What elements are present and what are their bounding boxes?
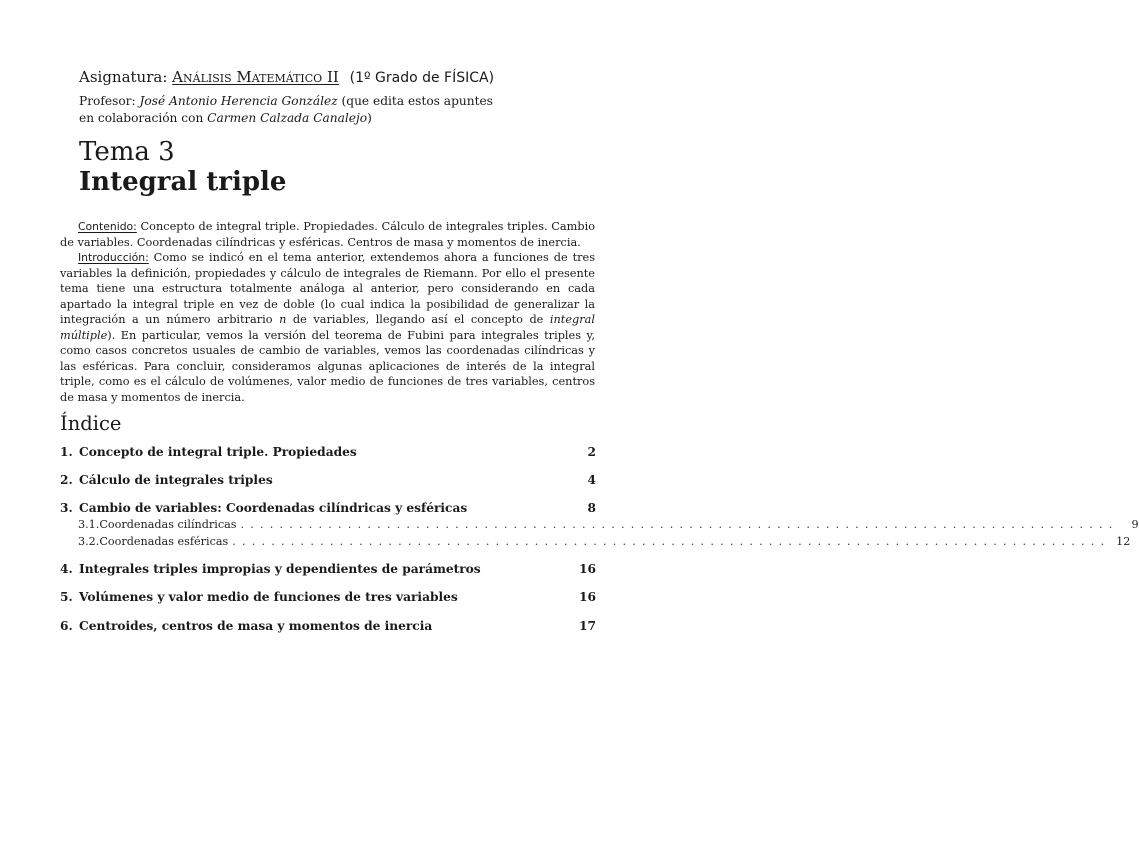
index-heading: Índice bbox=[60, 412, 122, 435]
intro-n: n bbox=[279, 313, 287, 326]
professor-name: José Antonio Herencia González bbox=[139, 94, 338, 108]
collab-close: ) bbox=[367, 111, 372, 125]
abstract bbox=[60, 219, 595, 405]
intro-text-1: Como se indicó en el tema anterior, extendemos ahora a funciones de tres variables la definición, propiedades y cálculo de integrales de Riemann. Por ello el presente tema tiene una estructura totalmente análoga al anterior, pero considerando en cada apartado la integral triple en vez de doble (lo cual indica la posibilidad de generalizar la integración a un número arbitrario bbox=[60, 251, 595, 326]
grade-label: (1º Grado de FÍSICA) bbox=[349, 70, 495, 86]
toc-page: 16 bbox=[579, 590, 596, 604]
toc-title: Coordenadas cilíndricas bbox=[99, 518, 237, 531]
course-header bbox=[79, 68, 494, 86]
toc-num: 3.2. bbox=[78, 535, 100, 548]
toc-section-3[interactable] bbox=[60, 501, 596, 515]
collaborator-name: Carmen Calzada Canalejo bbox=[207, 111, 368, 125]
toc-title: Coordenadas esféricas bbox=[99, 535, 229, 548]
subject-name: Análisis Matemático II bbox=[172, 68, 339, 86]
toc-num: 6. bbox=[60, 619, 73, 633]
toc-page: 16 bbox=[579, 562, 596, 576]
chapter-number: Tema 3 bbox=[79, 137, 175, 167]
chapter-title: Integral triple bbox=[79, 167, 287, 197]
toc-title: Cambio de variables: Coordenadas cilíndricas y esféricas bbox=[79, 501, 468, 515]
toc-section-6[interactable] bbox=[60, 619, 596, 633]
toc-title: Integrales triples impropias y dependientes de parámetros bbox=[79, 562, 481, 576]
toc-page: 8 bbox=[587, 501, 596, 515]
toc-subsection-3-2[interactable] bbox=[78, 535, 1131, 548]
toc-title: Volúmenes y valor medio de funciones de tres variables bbox=[79, 590, 458, 604]
toc-page: 12 bbox=[1116, 535, 1131, 548]
toc-num: 1. bbox=[60, 445, 73, 459]
contenido-text: Concepto de integral triple. Propiedades. Cálculo de integrales triples. Cambio de variables. Coordenadas cilíndricas y esféricas. Centros de masa y momentos de inercia. bbox=[60, 220, 596, 249]
professor-prefix: Profesor: bbox=[79, 94, 136, 108]
intro-paragraph bbox=[60, 250, 595, 405]
collab-text: (que edita estos apuntes en colaboración con bbox=[79, 94, 493, 125]
toc-page: 4 bbox=[587, 473, 596, 487]
toc-num: 3.1. bbox=[78, 518, 100, 531]
intro-text-3: ). En particular, vemos la versión del teorema de Fubini para integrales triples y, como casos concretos usuales de cambio de variables, vemos las coordenadas cilíndricas y las esféricas. Para concluir, consideramos algunas aplicaciones de interés de la integral triple, como es el cálculo de volúmenes, valor medio de funciones de tres variables, centros de masa y momentos de inercia. bbox=[60, 328, 595, 404]
toc-title: Cálculo de integrales triples bbox=[79, 473, 273, 487]
intro-emph: integral múltiple bbox=[60, 313, 596, 342]
professor-info bbox=[79, 93, 499, 127]
toc-num: 2. bbox=[60, 473, 73, 487]
toc-title: Concepto de integral triple. Propiedades bbox=[79, 445, 357, 459]
toc-leader-dots: .......................................................................................... bbox=[232, 535, 1111, 548]
toc-title: Centroides, centros de masa y momentos de inercia bbox=[79, 619, 433, 633]
toc-section-2[interactable] bbox=[60, 473, 596, 487]
toc-section-4[interactable] bbox=[60, 562, 596, 576]
contenido-paragraph bbox=[60, 219, 595, 250]
toc-num: 4. bbox=[60, 562, 73, 576]
toc-section-5[interactable] bbox=[60, 590, 596, 604]
contenido-label: Contenido: bbox=[78, 220, 137, 233]
intro-text-2: de variables, llegando así el concepto de bbox=[292, 313, 544, 326]
toc-section-1[interactable] bbox=[60, 445, 596, 459]
toc-page: 9 bbox=[1131, 518, 1139, 531]
toc-num: 3. bbox=[60, 501, 73, 515]
toc-subsection-3-1[interactable] bbox=[78, 518, 1139, 531]
toc-leader-dots: .......................................................................................... bbox=[240, 518, 1119, 531]
subject-prefix: Asignatura: bbox=[79, 68, 168, 86]
intro-label: Introducción: bbox=[78, 251, 149, 264]
toc-page: 17 bbox=[579, 619, 596, 633]
toc-num: 5. bbox=[60, 590, 73, 604]
toc-page: 2 bbox=[587, 445, 596, 459]
